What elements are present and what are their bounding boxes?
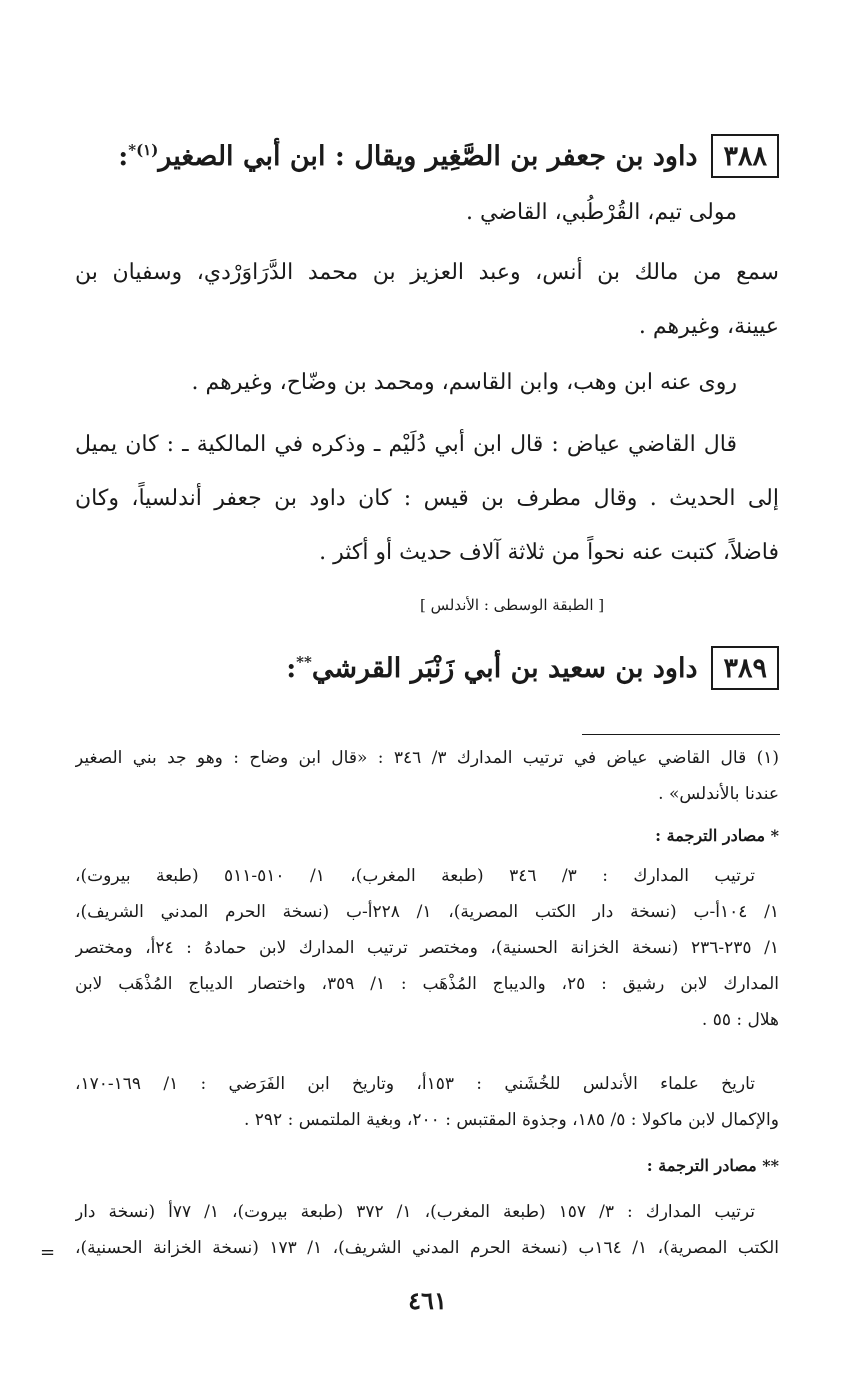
body-line: مولى تيم، القُرْطُبي، القاضي . [466, 200, 737, 225]
footnote-line: ١/ ١٠٤أ-ب (نسخة دار الكتب المصرية)، ١/ ٢٢٨أ-ب (نسخة الحرم المدني الشريف)، [75, 902, 779, 922]
footnote-line: تاريخ علماء الأندلس للخُشَني : ١٥٣أ، وتاريخ ابن الفَرَضي : ١/ ١٦٩-١٧٠، [75, 1074, 755, 1094]
footnote-rule [582, 734, 780, 735]
entry-number-box: ٣٨٩ [711, 646, 779, 690]
body-line: سمع من مالك بن أنس، وعبد العزيز بن محمد الدَّرَاوَرْدي، وسفيان بن [75, 260, 779, 285]
body-paragraph-1 [117, 186, 737, 240]
entry-388-heading [118, 134, 779, 178]
sources-heading-1: * مصادر الترجمة : [655, 826, 779, 845]
footnote-line: المدارك لابن رشيق : ٢٥، والديباج المُذْهَب : ١/ ٣٥٩، واختصار الديباج المُذْهَب لابن [75, 974, 779, 994]
body-line: عيينة، وغيرهم . [638, 314, 779, 339]
continuation-mark: = [40, 1242, 56, 1263]
footnote-line: والإكمال لابن ماكولا : ٥/ ١٨٥، وجذوة المقتبس : ٢٠٠، وبغية الملتمس : ٢٩٢ . [243, 1110, 779, 1130]
sources-block-1b [75, 1066, 779, 1138]
entry-number-box: ٣٨٨ [711, 134, 779, 178]
category-reference: [ الطبقة الوسطى : الأندلس ] [420, 596, 605, 614]
body-paragraph-2 [75, 246, 779, 354]
footnote-marker: (١)* [128, 140, 159, 159]
entry-389-heading [286, 646, 779, 690]
body-line: قال القاضي عياض : قال ابن أبي دُلَيْم ـ وذكره في المالكية ـ : كان يميل [75, 432, 737, 457]
body-line: روى عنه ابن وهب، وابن القاسم، ومحمد بن وضّاح، وغيرهم . [191, 370, 737, 395]
footnote-line: ترتيب المدارك : ٣/ ٣٤٦ (طبعة المغرب)، ١/ ٥١٠-٥١١ (طبعة بيروت)، [75, 866, 755, 886]
footnote-line: عندنا بالأندلس» . [658, 784, 779, 804]
body-line: فاضلاً، كتبت عنه نحواً من ثلاثة آلاف حديث أو أكثر . [319, 540, 779, 565]
sources-heading-2: ** مصادر الترجمة : [646, 1156, 779, 1175]
footnote-line: الكتب المصرية)، ١/ ١٦٤ب (نسخة الحرم المدني الشريف)، ١/ ١٧٣ (نسخة الخزانة الحسنية)، [75, 1238, 779, 1258]
sources-block-2 [75, 1194, 779, 1266]
footnote-line: هلال : ٥٥ . [701, 1010, 779, 1030]
entry-title [118, 141, 697, 172]
footnote-marker: ** [296, 652, 312, 671]
footnote-line: (١) قال القاضي عياض في ترتيب المدارك ٣/ ٣٤٦ : «قال ابن وضاح : وهو جد بني الصغير [75, 748, 779, 768]
title-colon: : [118, 140, 129, 172]
page-number: ٤٦١ [408, 1286, 447, 1315]
entry-title-text: داود بن جعفر بن الصَّغِير ويقال : ابن أبي الصغير [158, 140, 698, 172]
body-paragraph-3 [75, 356, 737, 410]
entry-title [286, 653, 697, 684]
body-paragraph-4 [75, 418, 779, 580]
footnote-1 [75, 740, 779, 812]
footnote-line: ١/ ٢٣٥-٢٣٦ (نسخة الخزانة الحسنية)، ومختصر ترتيب المدارك لابن حمادهُ : ٢٤أ، ومختصر [75, 938, 779, 958]
title-colon: : [286, 652, 297, 684]
entry-title-text: داود بن سعيد بن أبي زَنْبَر القرشي [311, 652, 698, 684]
sources-block-1 [75, 858, 779, 1038]
body-line: إلى الحديث . وقال مطرف بن قيس : كان داود بن جعفر أندلسياً، وكان [75, 486, 779, 511]
footnote-line: ترتيب المدارك : ٣/ ١٥٧ (طبعة المغرب)، ١/ ٣٧٢ (طبعة بيروت)، ١/ ٧٧أ (نسخة دار [75, 1202, 755, 1222]
